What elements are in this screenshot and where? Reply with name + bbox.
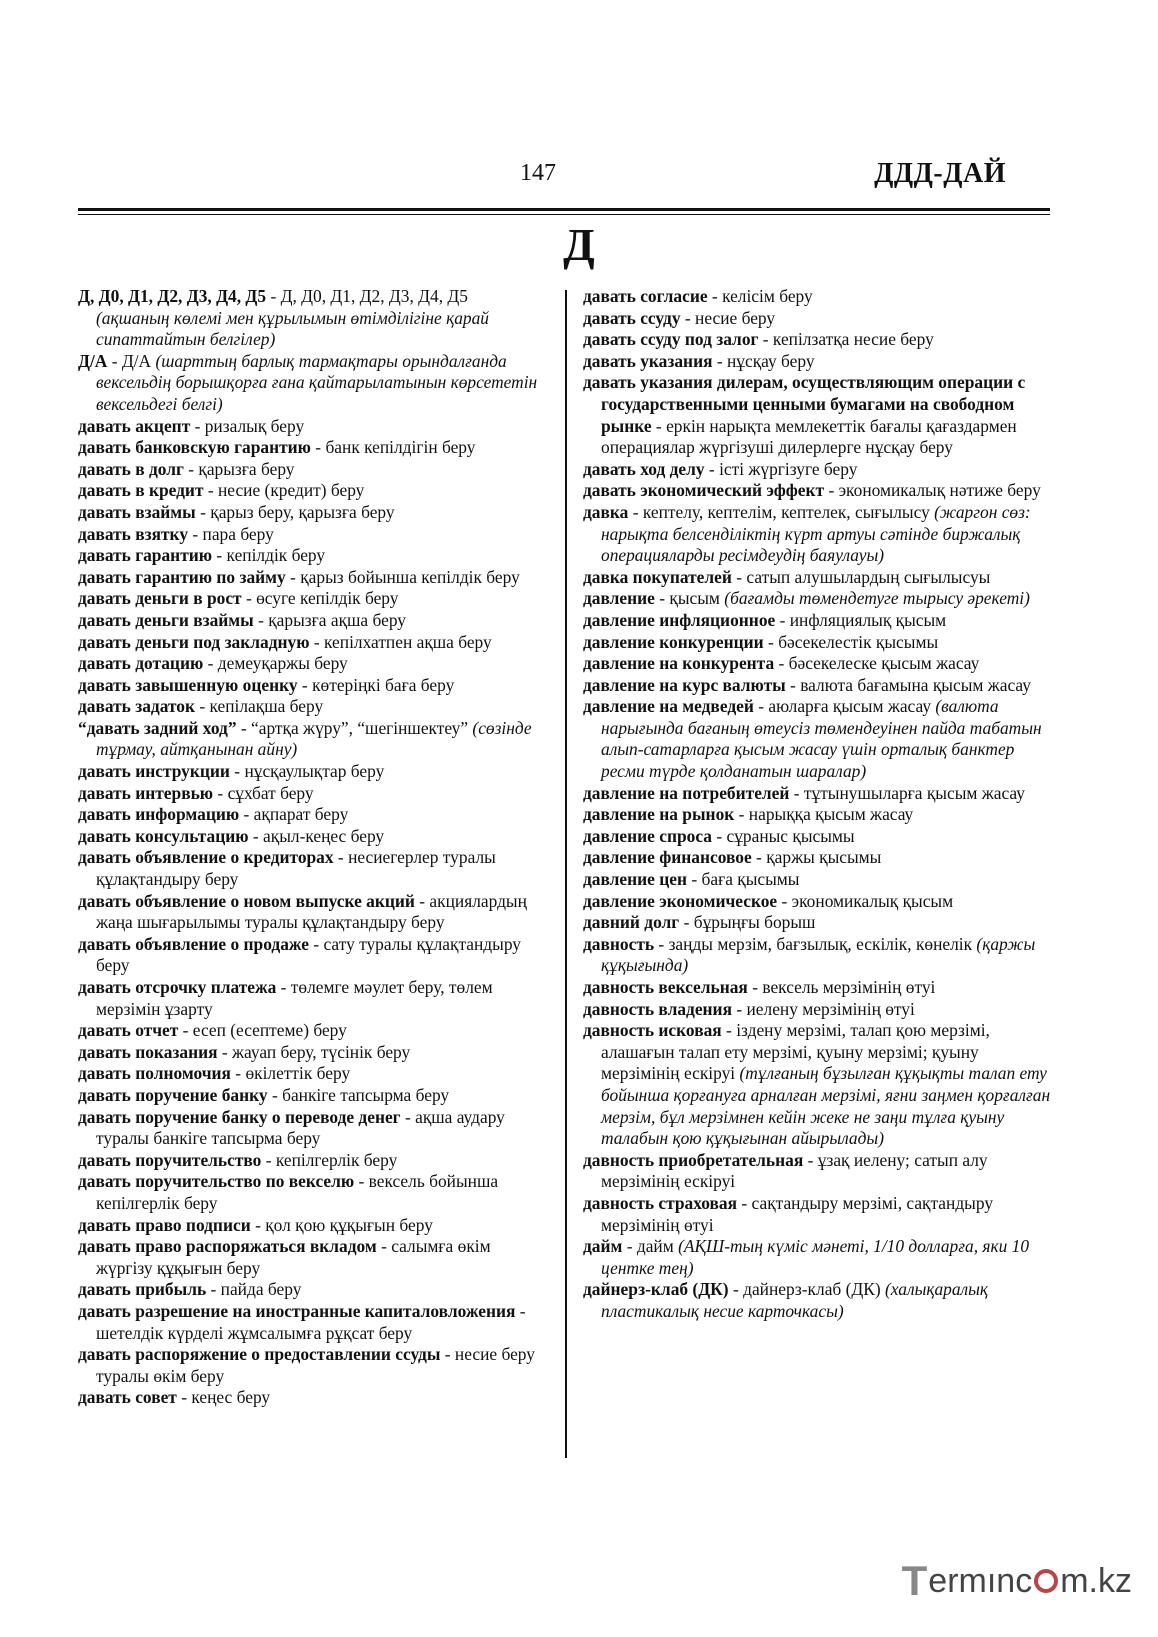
dictionary-entry [583,1020,1053,1150]
entry-translation: бұрыңғы борыш [693,912,816,933]
dictionary-entry [583,675,1053,697]
entry-separator: - [654,933,669,954]
dictionary-entry [583,1150,1053,1193]
entry-separator: - [789,782,804,803]
entry-separator: - [212,545,227,566]
entry-translation: іздену мерзімі, талап қою мерзімі, алашағын талап ету мерзімі, қуыну мерзімі; қуыну мерзімінің ескіруі [601,1020,990,1084]
dictionary-entry [583,610,1053,632]
entry-separator: - [229,761,245,782]
dictionary-entry [78,437,544,459]
entry-term: давать в кредит [78,480,204,501]
entry-term: давать поручительство по векселю [78,1171,355,1192]
entry-separator: - [763,631,779,652]
dictionary-entry [583,351,1053,373]
entry-translation: сұхбат беру [227,782,314,803]
entry-term: давать полномочия [78,1063,231,1084]
entry-translation: қарызға ақша беру [268,609,406,630]
entry-term: давность владения [583,998,732,1019]
entry-term: давать деньги под закладную [78,631,310,652]
entry-term: давление на конкурента [583,653,775,674]
page-number: 147 [520,160,556,186]
entry-separator: - [333,847,349,868]
entry-term: давать взятку [78,523,189,544]
entry-translation: сату туралы құлақтандыру беру [96,933,521,976]
entry-term: давать поручение банку [78,1084,268,1105]
entry-separator: - [194,696,210,717]
entry-translation: заңды мерзім, бағзылық, ескілік, көнелік [668,933,973,954]
entry-translation: кептелу, кептелім, кептелек, сығылысу [642,501,930,522]
entry-note: (АҚШ-тың күміс мәнеті, 1/10 долларға, яки 10 центке тең) [601,1236,1030,1278]
entry-translation: дайм [636,1236,674,1257]
entry-separator: - [195,501,211,522]
entry-term: давать объявление о кредиторах [78,847,334,868]
entry-translation: валюта бағамына қысым жасау [800,674,1031,695]
entry-translation: банк кепілдігін беру [325,437,476,458]
entry-separator: - [731,566,747,587]
entry-term: давать согласие [583,286,708,306]
section-letter: Д [563,219,595,270]
entry-term: давать завышенную оценку [78,674,298,695]
entry-translation: несиегерлер туралы құлақтандыру беру [96,847,496,890]
entry-translation: нұсқаулықтар беру [244,761,385,782]
dictionary-entry [583,804,1053,826]
dictionary-entry [583,1279,1053,1322]
entry-term: давать отчет [78,1020,179,1041]
entry-translation: сатып алушылардың сығылысуы [746,566,991,587]
dictionary-entry [78,804,544,826]
entry-term: давать гарантию [78,545,213,566]
watermark-logo [902,1557,1132,1605]
entry-term: дайм [583,1236,623,1257]
entry-separator: - [711,825,727,846]
entry-term: давать показания [78,1041,218,1062]
entry-term: давность страховая [583,1192,738,1213]
dictionary-entry [583,847,1053,869]
dictionary-entry [583,977,1053,999]
entry-translation: кепілзатқа несие беру [772,329,934,350]
dictionary-entry [583,632,1053,654]
entry-translation: ұзақ иелену; сатып алу мерзімінің ескіруі [601,1149,988,1192]
dictionary-entry [583,999,1053,1021]
entry-translation: кепілгерлік беру [275,1149,398,1170]
entry-term: давление конкуренции [583,631,764,652]
entry-term: давать экономический эффект [583,480,825,501]
entry-translation: баға қысымы [701,869,800,890]
entry-translation: шетелдік күрделі жұмсалымға рұқсат беру [96,1322,413,1343]
entry-separator: - [276,977,291,997]
entry-term: давать деньги в рост [78,588,242,609]
entry-term: давление на рынок [583,804,735,825]
entry-separator: - [785,674,801,695]
dictionary-entry [78,351,544,416]
entry-translation: Д, Д0, Д1, Д2, Д3, Д4, Д5 [280,286,468,306]
dictionary-entry [78,1042,544,1064]
entry-translation: несие (кредит) беру [218,480,365,501]
entry-term: давление на курс валюты [583,674,786,695]
dictionary-entry [583,588,1053,610]
dictionary-entry [583,826,1053,848]
dictionary-entry [78,545,544,567]
dictionary-entry [78,826,544,848]
entry-note: (бағамды төмендетуге тырысу әрекеті) [719,588,1030,609]
entry-term: давность [583,933,655,954]
entry-translation: бәсекелестік қысымы [778,631,939,652]
header-rule-thin [78,214,1050,215]
entry-translation: иелену мерзімінің өтуі [746,998,915,1019]
entry-term: давать ссуду [583,307,681,328]
dictionary-entry [78,1085,544,1107]
entry-term: давать информацию [78,804,240,825]
entry-term: давка [583,501,629,522]
entry-separator: - [107,350,122,371]
entry-note: (ақшаның көлемі мен құрылымын өтімділігіне қарай сипаттайтын белгілер) [96,307,489,350]
dictionary-entry [78,696,544,718]
entry-translation: инфляциялық қысым [789,609,947,630]
dictionary-entry [78,761,544,783]
entry-translation: вексель бойынша кепілгерлік беру [96,1171,499,1213]
entry-separator: - [775,609,790,630]
entry-term: давать инструкции [78,761,230,782]
entry-translation: өкілеттік беру [245,1063,351,1084]
entry-separator: - [774,653,789,674]
dictionary-entry [583,329,1053,351]
entry-term: давать интервью [78,782,214,803]
entry-term: давление экономическое [583,890,778,911]
entry-term: давать совет [78,1387,177,1408]
header-rule-thick [78,208,1050,211]
dictionary-entry [78,653,544,675]
watermark-circle-icon [1034,1569,1058,1593]
entry-separator: - [515,1300,526,1321]
entry-separator: - [824,480,839,501]
entry-translation: салымға өкім жүргізу құқығын беру [96,1236,491,1278]
entry-term: дайнерз-клаб (ДК) [583,1279,729,1300]
watermark-text2: m.kz [1060,1561,1132,1600]
entry-translation: пайда беру [220,1279,302,1300]
entry-translation: экономикалық қысым [791,890,954,911]
entry-separator: - [803,1149,818,1170]
entry-separator: - [203,653,218,674]
entry-translation: кеңес беру [191,1387,271,1408]
entry-separator: - [707,286,723,306]
entry-separator: - [704,458,720,479]
entry-term: давать разрешение на иностранные капиталовложения [78,1300,516,1321]
entry-translation: несие беру туралы өкім беру [96,1344,535,1386]
entry-translation: демеуқаржы беру [217,653,348,674]
dictionary-entry [78,1107,544,1150]
entry-term: давка покупателей [583,566,732,587]
dictionary-entry [78,977,544,1020]
entry-term: давать право подписи [78,1214,251,1235]
entry-translation: кепілхатпен ақша беру [324,631,492,652]
entry-translation: дайнерз-клаб (ДК) [743,1279,881,1300]
entry-translation: акциялардың жаңа шығарылымы туралы құлақтандыру беру [96,890,527,933]
entry-translation: қол қою құқығын беру [265,1214,433,1235]
entry-translation: тұтынушыларға қысым жасау [803,782,1025,803]
entry-translation: төлемге мәулет беру, төлем мерзімін ұзарту [96,977,493,1019]
entry-separator: - [250,1214,266,1235]
entry-translation: несие беру [695,307,776,328]
entry-translation: нарыққа қысым жасау [748,804,914,825]
entry-separator: - [747,977,763,997]
dictionary-entry [583,286,1053,308]
entry-separator: - [236,717,252,738]
dictionary-entry [583,480,1053,502]
entry-translation: вексель мерзімінің өтуі [762,977,936,997]
entry-term: давать гарантию по займу [78,566,286,587]
entry-separator: - [183,458,199,479]
dictionary-entry [583,891,1053,913]
entry-term: давать указания дилерам, осуществляющим операции с государственными ценными бумагами на свободном рынке [583,372,1026,436]
entry-term: давать указания [583,350,713,371]
entry-term: Д, Д0, Д1, Д2, Д3, Д4, Д5 [78,286,267,306]
entry-translation: “артқа жүру”, “шегіншектеу” [251,717,469,738]
entry-separator: - [414,890,430,911]
entry-separator: - [285,566,301,587]
dictionary-entry [78,1301,544,1344]
dictionary-entry [583,783,1053,805]
dictionary-entry [583,869,1053,891]
entry-term: давать консультацию [78,825,249,846]
dictionary-entry [78,1344,544,1387]
entry-separator: - [239,804,254,825]
entry-separator: - [190,415,205,436]
entry-translation: ақша аудару туралы банкіге тапсырма беру [96,1106,505,1149]
entry-term: давность вексельная [583,977,748,997]
dictionary-entry [583,653,1053,675]
dictionary-entry [78,1020,544,1042]
entry-term: давний долг [583,912,680,933]
entry-term: давать банковскую гарантию [78,437,311,458]
entry-term: давать отсрочку платежа [78,977,277,997]
entry-term: давать ссуду под залог [583,329,759,350]
entry-separator: - [253,609,269,630]
entry-separator: - [728,1279,744,1300]
entry-term: давать распоряжение о предоставлении ссуды [78,1344,441,1365]
entry-separator: - [734,804,749,825]
entry-separator: - [354,1171,369,1192]
entry-separator: - [213,782,228,803]
right-column [583,286,1053,1323]
entry-separator: - [248,825,264,846]
entry-term: давление инфляционное [583,609,776,630]
entry-translation: пара беру [202,523,274,544]
dictionary-entry [583,1236,1053,1279]
entry-note: (сөзінде тұрмау, айтқанынан айну) [96,717,532,760]
entry-translation: кепілдік беру [226,545,326,566]
entry-translation: сақтандыру мерзімі, сақтандыру мерзімінің өтуі [601,1192,994,1235]
dictionary-entry [583,372,1053,458]
dictionary-entry [78,480,544,502]
dictionary-entry [78,502,544,524]
entry-separator: - [261,1149,276,1170]
entry-translation: қарыз беру, қарызға беру [210,501,395,522]
entry-translation: жауап беру, түсінік беру [232,1041,411,1062]
entry-term: давать объявление о продаже [78,933,309,954]
entry-translation: еркін нарықта мемлекеттік бағалы қағаздармен операциялар жүргізуші дилерлерге нұсқау беру [601,415,1017,458]
entry-term: давать объявление о новом выпуске акций [78,890,415,911]
entry-translation: қарызға беру [198,458,295,479]
entry-separator: - [440,1344,455,1365]
dictionary-entry [78,675,544,697]
entry-separator: - [622,1236,637,1257]
entry-translation: ризалық беру [204,415,305,436]
entry-translation: қысым [669,588,720,609]
entry-term: давление на медведей [583,696,754,717]
entry-translation: өсуге кепілдік беру [256,588,399,609]
entry-separator: - [206,1279,221,1300]
left-column [78,286,544,1409]
entry-term: Д/А [78,350,108,371]
dictionary-entry [78,1387,544,1409]
watermark-text1: ermınc [928,1561,1033,1600]
entry-term: давление финансовое [583,847,752,868]
entry-term: давать ход делу [583,458,705,479]
entry-separator: - [203,480,218,501]
entry-translation: нұсқау беру [727,350,815,371]
dictionary-entry [78,1279,544,1301]
dictionary-entry [78,847,544,890]
entry-translation: көтеріңкі баға беру [312,674,455,695]
entry-note: (қаржы құқығында) [601,933,1036,976]
entry-term: давать акцепт [78,415,191,436]
entry-separator: - [266,286,281,306]
entry-term: давление [583,588,655,609]
dictionary-entry [583,502,1053,567]
entry-term: “давать задний ход” [78,717,237,738]
entry-translation: ақпарат беру [253,804,349,825]
dictionary-entry [78,1171,544,1214]
dictionary-entry [78,934,544,977]
entry-term: давать поручение банку о переводе денег [78,1106,401,1127]
dictionary-entry [583,696,1053,782]
dictionary-entry [583,1193,1053,1236]
entry-separator: - [309,631,325,652]
dictionary-entry [78,588,544,610]
dictionary-entry [78,1236,544,1279]
entry-term: давление на потребителей [583,782,790,803]
dictionary-entry [78,524,544,546]
entry-term: давление цен [583,869,687,890]
column-divider [565,290,567,1458]
entry-note: (халықаралық пластикалық несие карточкасы) [601,1279,989,1321]
entry-separator: - [654,588,670,609]
dictionary-entry [78,891,544,934]
entry-translation: экономикалық нәтиже беру [838,480,1041,501]
entry-separator: - [309,933,324,954]
entry-translation: банкіге тапсырма беру [282,1084,450,1105]
entry-separator: - [737,1192,752,1213]
entry-term: давать задаток [78,696,195,717]
entry-translation: ақыл-кеңес беру [263,825,385,846]
entry-translation: қарыз бойынша кепілдік беру [300,566,520,587]
dictionary-entry [78,1215,544,1237]
entry-note: (жаргон сөз: нарықта белсенділіктің күрт артуы сәтінде биржалық операцияларды ресімдеудің баяулауы) [601,501,1031,566]
dictionary-entry [583,912,1053,934]
entry-separator: - [758,329,773,350]
dictionary-entry [583,308,1053,330]
dictionary-entry [78,632,544,654]
entry-translation: сұраныс қысымы [726,825,855,846]
entry-separator: - [628,501,643,522]
dictionary-entry [78,459,544,481]
entry-translation: аюларға қысым жасау [768,696,932,717]
entry-separator: - [777,890,792,911]
entry-term: давность приобретательная [583,1149,804,1170]
entry-separator: - [188,523,203,544]
entry-term: давать право распоряжаться вкладом [78,1236,377,1257]
entry-separator: - [731,998,747,1019]
entry-note: (шарттың барлық тармақтары орындалғанда вексельдің борышқорға ғана қайтарылатынын көрсететін вексельдегі белгі) [96,350,538,414]
dictionary-entry [583,459,1053,481]
dictionary-entry [78,1150,544,1172]
entry-separator: - [376,1236,392,1257]
watermark-t: T [901,1557,928,1604]
entry-separator: - [178,1020,193,1041]
entry-term: давать деньги взаймы [78,609,254,630]
entry-term: давать взаймы [78,501,196,522]
entry-separator: - [651,415,667,436]
entry-separator: - [680,307,696,328]
dictionary-entry [583,934,1053,977]
entry-translation: есеп (есептеме) беру [192,1020,347,1041]
dictionary-entry [583,567,1053,589]
entry-separator: - [230,1063,246,1084]
entry-note: (тұлғаның бұзылған құқықты талап ету бойынша қорғануға арналған мерзімі, яғни заңмен қорғалған мерзім, бұл мерзімнен кейін жеке не заңи тұлға қуыну талабын қою құқығынан айырылады) [601,1063,1051,1149]
entry-separator: - [753,696,769,717]
entry-separator: - [176,1387,192,1408]
entry-term: давать поручительство [78,1149,262,1170]
dictionary-entry [78,1063,544,1085]
dictionary-entry [78,783,544,805]
entry-separator: - [297,674,313,695]
entry-term: давать в долг [78,458,184,479]
entry-separator: - [310,437,326,458]
dictionary-entry [78,718,544,761]
entry-term: давать прибыль [78,1279,207,1300]
entry-separator: - [687,869,702,890]
dictionary-entry [78,416,544,438]
entry-separator: - [241,588,257,609]
entry-note: (валюта нарығында бағаның өтеусіз төмендеуінен пайда табатын алып-сатарларға қысым жасау үшін орталық банктер ресми түрде қолданатын шаралар) [601,696,1042,782]
entry-translation: Д/А [121,350,152,371]
entry-translation: келісім беру [722,286,813,306]
entry-separator: - [751,847,767,868]
dictionary-entry [78,567,544,589]
entry-separator: - [721,1020,737,1041]
entry-translation: бәсекелеске қысым жасау [788,653,980,674]
dictionary-entry [78,610,544,632]
entry-translation: қаржы қысымы [766,847,882,868]
entry-separator: - [217,1041,233,1062]
entry-term: давность исковая [583,1020,722,1041]
entry-translation: істі жүргізуге беру [719,458,858,479]
dictionary-entry [78,286,544,351]
entry-separator: - [679,912,694,933]
running-head: ДДД-ДАЙ [874,158,1006,189]
entry-separator: - [267,1084,283,1105]
entry-translation: кепілақша беру [209,696,324,717]
entry-term: давление спроса [583,825,712,846]
entry-term: давать дотацию [78,653,204,674]
entry-separator: - [400,1106,416,1127]
entry-separator: - [712,350,727,371]
